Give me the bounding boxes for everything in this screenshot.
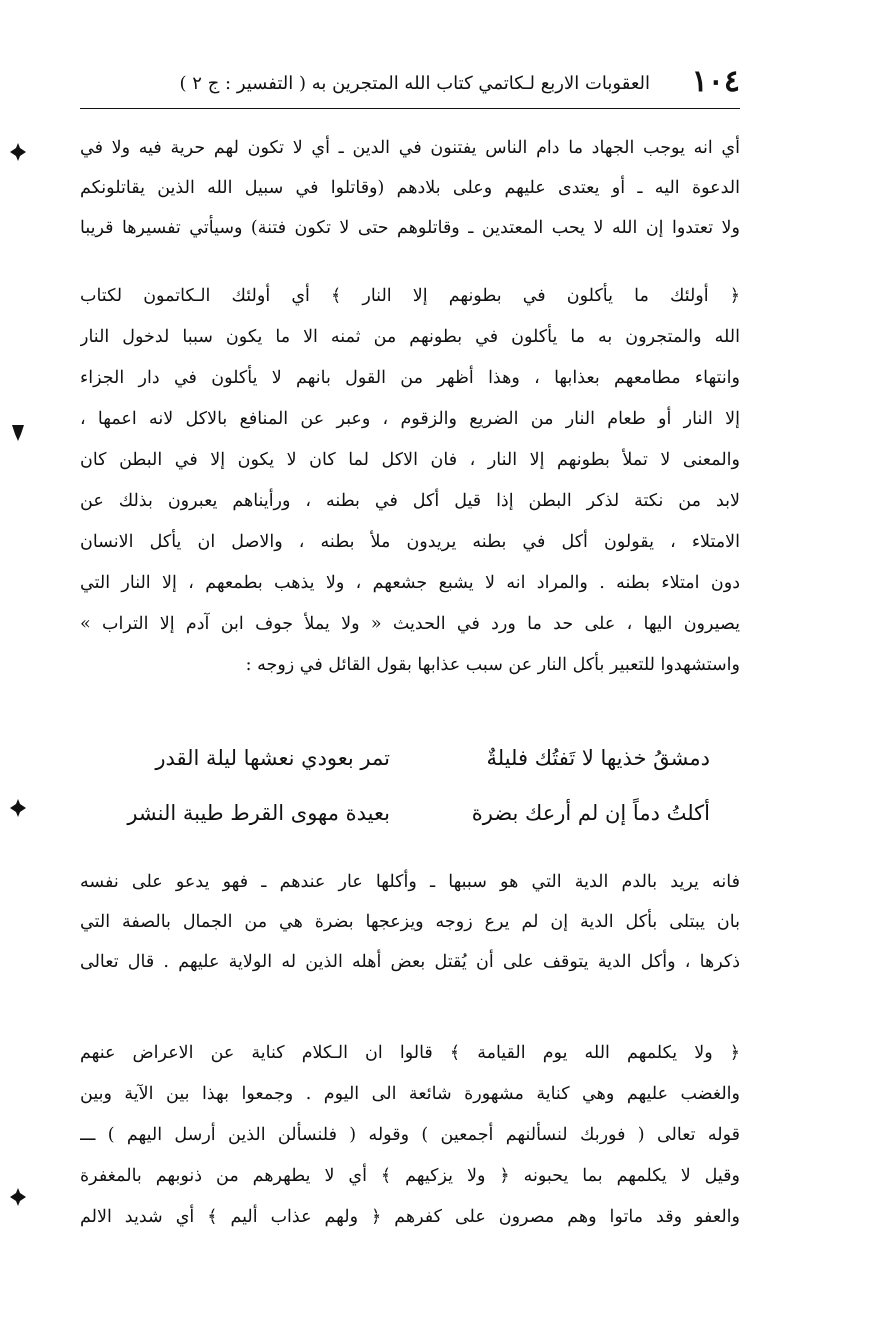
text-line: فانه يريد بالدم الدية التي هو سببها ـ وأكلها عار عندهم ـ فهو يدعو على نفسه <box>80 872 740 892</box>
running-title: العقوبات الاربع لـكاتمي كتاب الله المتجرين به ( التفسير : ج ٢ ) <box>179 73 650 94</box>
verse-first-hemistich: دمشقُ خذيها لا تَفتُك فليلةٌ <box>486 746 710 770</box>
text-line: بان يبتلى بأكل الدية إن لم يرع زوجه ويزعجها بضرة هي من الجمال بالصفة التي <box>80 912 740 932</box>
text-line: ولا تعتدوا إن الله لا يحب المعتدين ـ وقاتلوهم حتى لا تكون فتنة) وسيأتي تفسيرها قريبا <box>80 218 740 238</box>
paragraph-1 <box>80 128 740 248</box>
text-line: واستشهدوا للتعبير بأكل النار عن سبب عذابها بقول القائل في زوجه : <box>245 655 740 675</box>
text-line: الله والمتجرون به ما يأكلون في بطونهم من ثمنه الا ما يكون سببا لدخول النار <box>80 327 740 347</box>
text-line: لابد من نكتة لذكر البطن إذا قيل أكل في بطنه ، ورأيناهم يعبرون بذلك عن <box>80 491 740 511</box>
poem-verse <box>110 793 710 848</box>
text-line: الدعوة اليه ـ أو يعتدى عليهم وعلى بلادهم (وقاتلوا في سبيل الله الذين يقاتلونكم <box>80 178 740 198</box>
paragraph-2 <box>80 276 740 686</box>
text-line: والعفو وقد ماتوا وهم مصرون على كفرهم ﴿ ولهم عذاب أليم ﴾ أي شديد الالم <box>80 1207 740 1227</box>
fleuron-icon <box>8 798 28 818</box>
text-line: ﴿ ولا يكلمهم الله يوم القيامة ﴾ قالوا ان الـكلام كناية عن الاعراض عنهم <box>80 1043 740 1063</box>
text-line: والمعنى لا تملأ بطونهم إلا النار ، فان الاكل لما كان لا يكون إلا في البطن كان <box>80 450 740 470</box>
fleuron-icon <box>8 142 28 162</box>
paragraph-3 <box>80 862 740 982</box>
verse-second-hemistich: تمر بعودي نعشها ليلة القدر <box>155 746 390 770</box>
fleuron-icon <box>8 1187 28 1207</box>
text-line: دون امتلاء بطنه . والمراد انه لا يشبع جشعهم ، ولا يذهب بطمعهم ، إلا النار التي <box>80 573 740 593</box>
page-header <box>80 62 740 116</box>
text-line: إلا النار أو طعام النار من الضريع والزقوم ، وعبر عن المنافع بالاكل لانه اعمها ، <box>80 409 740 429</box>
header-rule <box>80 108 740 109</box>
paragraph-4 <box>80 1033 740 1238</box>
verse-second-hemistich: بعيدة مهوى القرط طيبة النشر <box>127 801 390 825</box>
text-line: وانتهاء مطامعهم بعذابها ، وهذا أظهر من القول بانهم لا يأكلون في دار الجزاء <box>80 368 740 388</box>
text-line: وقيل لا يكلمهم بما يحبونه ﴿ ولا يزكيهم ﴾ أي لا يطهرهم من ذنوبهم بالمغفرة <box>80 1166 740 1186</box>
text-line: الامتلاء ، يقولون أكل في بطنه يريدون ملأ بطنه ، والاصل ان يأكل الانسان <box>80 532 740 552</box>
text-line: ﴿ أولئك ما يأكلون في بطونهم إلا النار ﴾ أي أولئك الـكاتمون لكتاب <box>80 286 740 306</box>
verse-first-hemistich: أكلتُ دماً إن لم أرعك بضرة <box>471 801 710 825</box>
poem <box>110 738 710 848</box>
text-line: قوله تعالى ( فوربك لنسألنهم أجمعين ) وقوله ( فلنسألن الذين أرسل اليهم ) ـــ <box>80 1125 740 1145</box>
text-line: يصيرون اليها ، على حد ما ورد في الحديث « ولا يملأ جوف ابن آدم إلا التراب » <box>80 614 740 634</box>
text-line: ذكرها ، وأكل الدية يتوقف على أن يُقتل بعض أهله الذين له الولاية عليهم . قال تعالى <box>80 952 740 972</box>
poem-verse <box>110 738 710 793</box>
fleuron-icon <box>8 422 28 442</box>
page-number: ١٠٤ <box>691 64 740 99</box>
text-line: أي انه يوجب الجهاد ما دام الناس يفتنون في الدين ـ أي لا تكون لهم حرية فيه ولا في <box>80 138 740 158</box>
text-line: والغضب عليهم وهي كناية مشهورة شائعة الى اليوم . وجمعوا بهذا بين الآية وبين <box>80 1084 740 1104</box>
